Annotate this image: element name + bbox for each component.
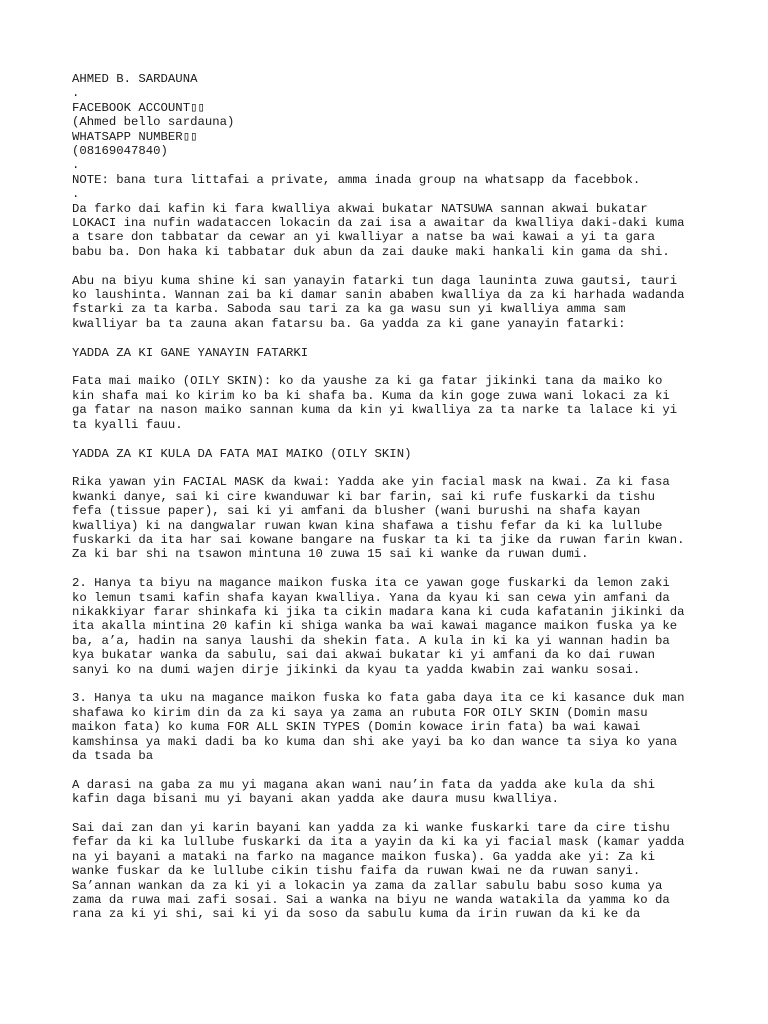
paragraph-wash-instructions: Sai dai zan dan yi karin bayani kan yadda za ki wanke fuskarki tare da cire tishu fefar da ki ka lullube fuskarki da ita a yayin da ki ka yi facial mask (kamar yadda na yi bayani a mataki na farko na magance maikon fuska). Ga yadda ake yi: Za ki wanke fuskar da ke lullube cikin tishu faifa da ruwan kwai ne da ruwan sanyi. Sa’annan wankan da za ki yi a lokacin ya zama da zallar sabulu babu soso kuma ya zama da ruwa mai zafi sosai. Sai a wanka na biyu ne wanda watakila da yamma ko da rana za ki yi shi, sai ki yi da soso da sabulu kuma da irin ruwan da ki ke da — [72, 820, 685, 922]
separator-dot: . — [72, 86, 80, 101]
paragraph-method-1: Rika yawan yin FACIAL MASK da kwai: Yadda ake yin facial mask na kwai. Za ki fasa kwanki danye, sai ki cire kwanduwar ki bar farin, sai ki rufe fuskarki da tishu fefa (tissue paper), sai ki yi amfani da blusher (wani burushi na shafa kayan kwalliya) ki na dangwalar ruwan kwan kina shafawa a tishu fefar da ki ka lullube fuskarki da ita har sai kowane bangare na fuskar ta ki ta jike da ruwan farin kwan. Za ki bar shi na tsawon mintuna 10 zuwa 15 sai ki wanke da ruwan dumi. — [72, 475, 685, 562]
paragraph-next-lesson: A darasi na gaba za mu yi magana akan wani nau’in fata da yadda ake kula da shi kafin daga bisani mu yi bayani akan yadda ake daura musu kwalliya. — [72, 777, 655, 807]
paragraph-method-2: 2. Hanya ta biyu na magance maikon fuska ita ce yawan goge fuskarki da lemon zaki ko lemun tsami kafin shafa kayan kwalliya. Yana da kyau ki san cewa yin amfani da nikakkiyar farar shinkafa ki jika ta cikin madara kana ki cuda kafatanin jikinki da ita akalla mintina 20 kafin ki shiga wanka ba wai kawai magance maikon fuska ya ke ba, a’a, hadin na sanya laushi da shekin fata. A kula in ki ka yi wannan hadin ba kya bukatar wanka da sabulu, sai dai akwai bukatar ki yi amfani da ko dai ruwan sanyi ko na dumi wajen dirje jikinki da kyau ta yadda kwabin zai wanku sosai. — [72, 576, 685, 677]
separator-dot: . — [72, 158, 80, 173]
author-name: AHMED B. SARDAUNA — [72, 72, 198, 86]
paragraph-skin-type: Abu na biyu kuma shine ki san yanayin fatarki tun daga launinta zuwa gautsi, tauri ko laushinta. Wannan zai ba ki damar sanin ababen kwalliya da za ki harhada wadanda fstarki za ta karba. Saboda sau tari za ka ga wasu sun yi kwalliya amma sam kwalliyar ba ta zauna akan fatarsu ba. Ga yadda za ki gane yanayin fatarki: — [72, 273, 685, 331]
whatsapp-value: (08169047840) — [72, 144, 168, 159]
facebook-label: FACEBOOK ACCOUNT▯▯ — [72, 100, 205, 115]
paragraph-oily-skin: Fata mai maiko (OILY SKIN): ko da yaushe za ki ga fatar jikinki tana da maiko ko kin shafa mai ko kirim ko ba ki shafa ba. Kuma da kin goge zuwa wani lokaci za ki ga fatar na nason maiko sannan kuma da kin yi kwalliya za ta narke ta lalace ki yi ta kyalli fauu. — [72, 374, 678, 432]
section-heading: YADDA ZA KI KULA DA FATA MAI MAIKO (OILY SKIN) — [72, 446, 412, 461]
paragraph-method-3: 3. Hanya ta uku na magance maikon fuska ko fata gaba daya ita ce ki kasance duk man shafawa ko kirim din da za ki saya ya zama an rubuta FOR OILY SKIN (Domin masu maikon fata) ko kuma FOR ALL SKIN TYPES (Domin kowace irin fata) ba wai kawai kamshinsa ya maki dadi ba ko kuma dan shi ake yayi ba ko dan wance ta siya ko yana da tsada ba — [72, 691, 685, 763]
paragraph-intro: Da farko dai kafin ki fara kwalliya akwai bukatar NATSUWA sannan akwai bukatar LOKACI ina nufin wadataccen lokacin da zai isa a awaitar da kwalliya daki-daki kuma a tsare don tabbatar da cewar an yi kwalliyar a natse ba wai kawai a yi ta gara babu ba. Don haka ki tabbatar duk abun da zai dauke maki hankali kin gama da shi. — [72, 201, 685, 259]
note-text: NOTE: bana tura littafai a private, amma inada group na whatsapp da facebbok. — [72, 172, 641, 187]
facebook-value: (Ahmed bello sardauna) — [72, 115, 235, 130]
separator-dot: . — [72, 187, 80, 202]
whatsapp-label: WHATSAPP NUMBER▯▯ — [72, 129, 198, 144]
section-heading: YADDA ZA KI GANE YANAYIN FATARKI — [72, 345, 309, 360]
